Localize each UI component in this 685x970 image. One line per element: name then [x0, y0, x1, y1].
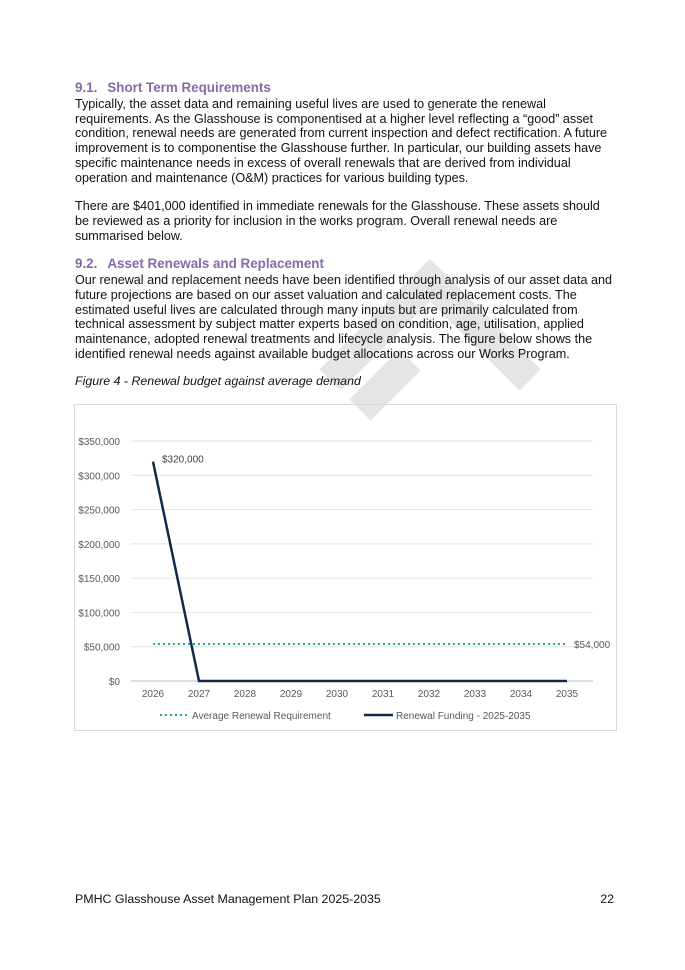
y-tick-label: $150,000: [78, 574, 120, 586]
renewal-chart-svg: [75, 405, 616, 730]
renewal-funding-data-label: $320,000: [162, 454, 204, 466]
y-tick-label: $250,000: [78, 505, 120, 517]
section-9-1-title: Short Term Requirements: [107, 80, 271, 95]
x-tick-label: 2032: [417, 689, 441, 700]
x-tick-label: 2030: [325, 689, 349, 700]
section-9-2-paragraph-1: Our renewal and replacement needs have been identified through analysis of our asset data and future projections are based on our asset valuation and calculated replacement costs. The estimated useful lives are calculated through many inputs but are primarily calculated from technical assessment by subject matter experts based on condition, age, utilisation, applied maintenance, adopted renewal treatments and lifecycle analysis. The figure below shows the identified renewal needs against available budget allocations across our Works Program.: [75, 273, 612, 361]
section-9-2-number: 9.2.: [75, 256, 98, 272]
legend-label-average: Average Renewal Requirement: [192, 711, 331, 722]
legend-label-funding: Renewal Funding - 2025-2035: [396, 711, 531, 722]
renewal-funding-line: [153, 462, 567, 681]
x-tick-label: 2034: [509, 689, 533, 700]
figure-caption: Figure 4 - Renewal budget against average demand: [75, 373, 361, 388]
section-9-1-paragraph-2: There are $401,000 identified in immediate renewals for the Glasshouse. These assets should be reviewed as a priority for inclusion in the works program. Overall renewal needs are summarised below.: [75, 199, 600, 243]
x-tick-label: 2031: [371, 689, 395, 700]
x-tick-label: 2033: [463, 689, 487, 700]
x-tick-label: 2026: [141, 689, 165, 700]
footer-page-number: 22: [600, 892, 614, 906]
y-tick-label: $50,000: [83, 642, 120, 654]
x-tick-label: 2027: [187, 689, 211, 700]
y-tick-label: $0: [108, 677, 120, 688]
y-tick-label: $200,000: [78, 539, 120, 551]
section-9-1-number: 9.1.: [75, 80, 98, 95]
section-9-1-paragraph-1: Typically, the asset data and remaining useful lives are used to generate the renewal requirements. As the Glasshouse is componentised at a higher level reflecting a “good” asset condition, renewal needs are generated from current inspection and defect rectification. A future improvement is to componentise the Glasshouse further. In particular, our building assets have specific maintenance needs in excess of overall renewals that are derived from individual operation and maintenance (O&M) practices for various building types.: [75, 97, 608, 185]
section-9-1-heading: [75, 79, 615, 97]
footer-document-title: PMHC Glasshouse Asset Management Plan 2025-2035: [75, 892, 381, 906]
x-tick-label: 2028: [233, 689, 257, 700]
renewal-chart: [74, 404, 617, 731]
y-tick-label: $300,000: [78, 471, 120, 483]
y-tick-label: $100,000: [78, 608, 120, 620]
x-tick-label: 2035: [555, 689, 579, 700]
y-tick-label: $350,000: [78, 437, 120, 448]
section-9-2-title: Asset Renewals and Replacement: [107, 256, 324, 272]
main-content: [75, 79, 615, 389]
x-tick-label: 2029: [279, 689, 303, 700]
average-requirement-data-label: $54,000: [574, 639, 611, 651]
section-9-2-heading: [75, 255, 615, 273]
